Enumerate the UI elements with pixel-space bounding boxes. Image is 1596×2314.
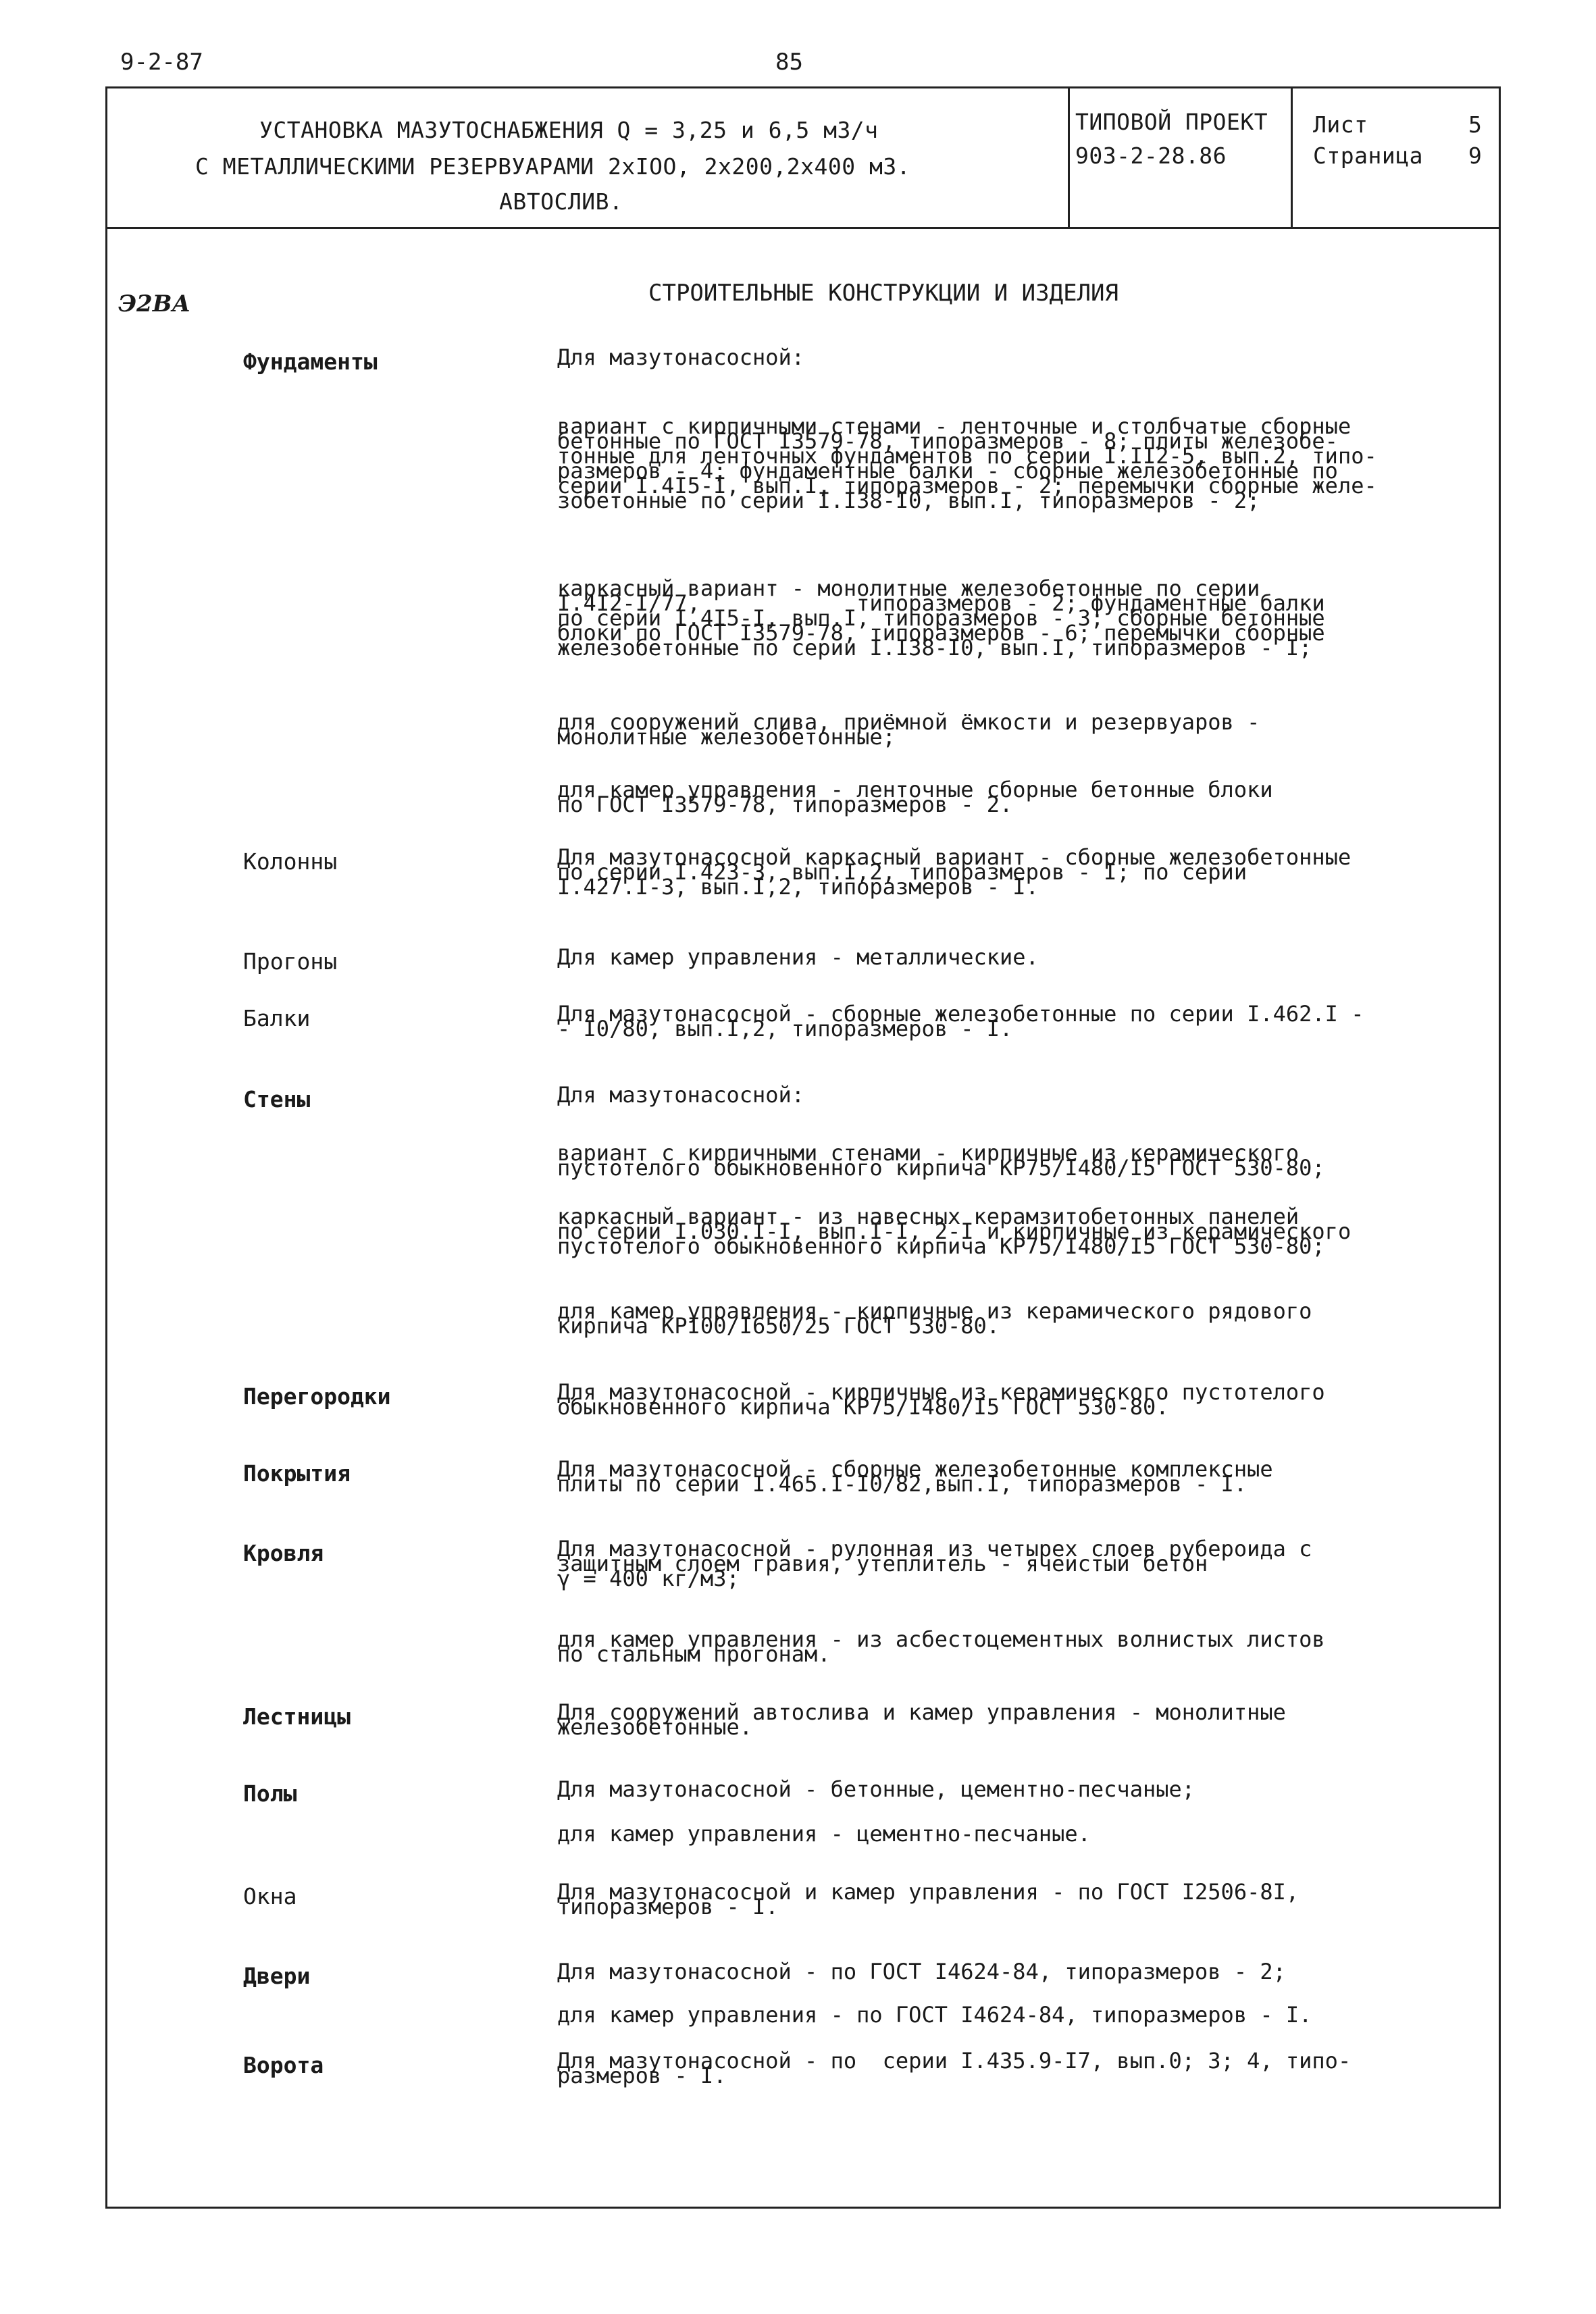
label-roof: Кровля [243,1540,324,1566]
para-walls-intro: Для мазутонасосной: [557,1082,805,1108]
para-foundations-brick: вариант с кирпичными стенами - ленточные и столбчатые сборные бетонные по ГОСТ I3579-78, типоразмеров - 8; плиты железобе- тонные для ленточных фундаментов по серии I.II2-5, вып.2, типо- размеров - 4; фундаментные балки - сборные железобетонные по серии I.4I5-I, вып.I, типоразмеров - 2; перемычки сборные желе- зобетонные по серии I.I38-I0, вып.I, типоразмеров - 2; [557,413,1377,513]
page-value: 9 [1468,143,1483,169]
page-number: 85 [775,49,803,76]
para-roof-pump: Для мазутонасосной - рулонная из четырех слоев рубероида с защитным слоем гравия, утеплитель - ячеистый бетон γ = 400 кг/м3; [557,1536,1312,1591]
para-foundations-drain: для сооружений слива, приёмной ёмкости и резервуаров - монолитные железобетонные; [557,709,1260,750]
label-windows: Окна [243,1883,297,1909]
label-roofing-slabs: Покрытия [243,1460,351,1487]
label-gates: Ворота [243,2052,324,2078]
para-walls-frame: каркасный вариант - из навесных керамзитобетонных панелей по серии I.030.I-I, вып.I-I, 2-I и кирпичные из керамического пустотелого обыкновенного кирпича КР75/I480/I5 ГОСТ 530-80; [557,1204,1352,1259]
para-stairs: Для сооружений автослива и камер управления - монолитные железобетонные. [557,1699,1286,1740]
para-beams: Для мазутонасосной - сборные железобетонные по серии I.462.I - - I0/80, вып.I,2, типоразмеров - I. [557,1001,1364,1042]
label-stairs: Лестницы [243,1703,351,1730]
label-beams: Балки [243,1005,311,1031]
title-block-title-cell [107,88,1070,227]
para-walls-brick: вариант с кирпичными стенами - кирпичные из керамического пустотелого обыкновенного кирпича КР75/I480/I5 ГОСТ 530-80; [557,1140,1325,1181]
para-purlins: Для камер управления - металлические. [557,944,1039,970]
sheet-label: Лист [1313,111,1368,138]
page-label: Страница [1313,143,1423,169]
label-columns: Колонны [243,848,338,875]
label-floors: Полы [243,1780,297,1807]
para-gates: Для мазутонасосной - по серии I.435.9-I7, вып.0; 3; 4, типо- размеров - I. [557,2048,1352,2088]
para-doors-chambers: для камер управления - по ГОСТ I4624-84, типоразмеров - I. [557,2002,1312,2028]
label-foundations: Фундаменты [243,349,378,375]
para-roofing-slabs: Для мазутонасосной - сборные железобетонные комплексные плиты по серии I.465.I-I0/82,вып.I, типоразмеров - I. [557,1456,1273,1497]
label-purlins: Прогоны [243,948,338,975]
para-doors-pump: Для мазутонасосной - по ГОСТ I4624-84, типоразмеров - 2; [557,1959,1286,1984]
para-columns: Для мазутонасосной каркасный вариант - сборные железобетонные по серии I.423-3, вып.I,2, типоразмеров - I; по серии I.427.I-3, вып.I,2, типоразмеров - I. [557,844,1352,900]
document-code: 9-2-87 [120,49,203,76]
section-mark: Э2ВА [118,290,191,317]
title-block [107,88,1499,229]
label-partitions: Перегородки [243,1383,391,1410]
para-foundations-intro: Для мазутонасосной: [557,344,805,370]
title-block-project-cell [1070,88,1293,227]
title-line-1: УСТАНОВКА МАЗУТОСНАБЖЕНИЯ Q = 3,25 и 6,5 м3/ч [259,117,879,143]
project-number: 903-2-28.86 [1075,143,1227,169]
para-foundations-chambers: для камер управления - ленточные сборные бетонные блоки по ГОСТ I3579-78, типоразмеров - 2. [557,777,1273,817]
para-partitions: Для мазутонасосной - кирпичные из керамического пустотелого обыкновенного кирпича КР75/I480/I5 ГОСТ 530-80. [557,1379,1325,1420]
para-floors-pump: Для мазутонасосной - бетонные, цементно-песчаные; [557,1776,1195,1802]
title-line-2: С МЕТАЛЛИЧЕСКИМИ РЕЗЕРВУАРАМИ 2хIОО, 2х200,2х400 м3. [195,153,911,180]
title-line-3: АВТОСЛИВ. [499,188,623,215]
para-floors-chambers: для камер управления - цементно-песчаные. [557,1821,1091,1847]
title-block-sheet-cell [1293,88,1499,227]
section-title: СТРОИТЕЛЬНЫЕ КОНСТРУКЦИИ И ИЗДЕЛИЯ [648,280,1118,307]
para-roof-chambers: для камер управления - из асбестоцементных волнистых листов по стальным прогонам. [557,1626,1325,1667]
para-foundations-frame: каркасный вариант - монолитные железобетонные по серии I.4I2-I/77, типоразмеров - 2; фундаментные балки по серии I.4I5-I, вып.I, типоразмеров - 3; сборные бетонные блоки по ГОСТ I3579-78, типоразмеров - 6; перемычки сборные железобетонные по серии I.I38-I0, вып.I, типоразмеров - I; [557,575,1325,661]
label-doors: Двери [243,1963,311,1989]
label-walls: Стены [243,1086,311,1112]
project-label: ТИПОВОЙ ПРОЕКТ [1075,109,1268,135]
sheet-value: 5 [1468,111,1483,138]
para-windows: Для мазутонасосной и камер управления - по ГОСТ I2506-8I, типоразмеров - I. [557,1879,1299,1920]
para-walls-chambers: для камер управления - кирпичные из керамического рядового кирпича КРI00/I650/25 ГОСТ 530-80. [557,1298,1312,1339]
